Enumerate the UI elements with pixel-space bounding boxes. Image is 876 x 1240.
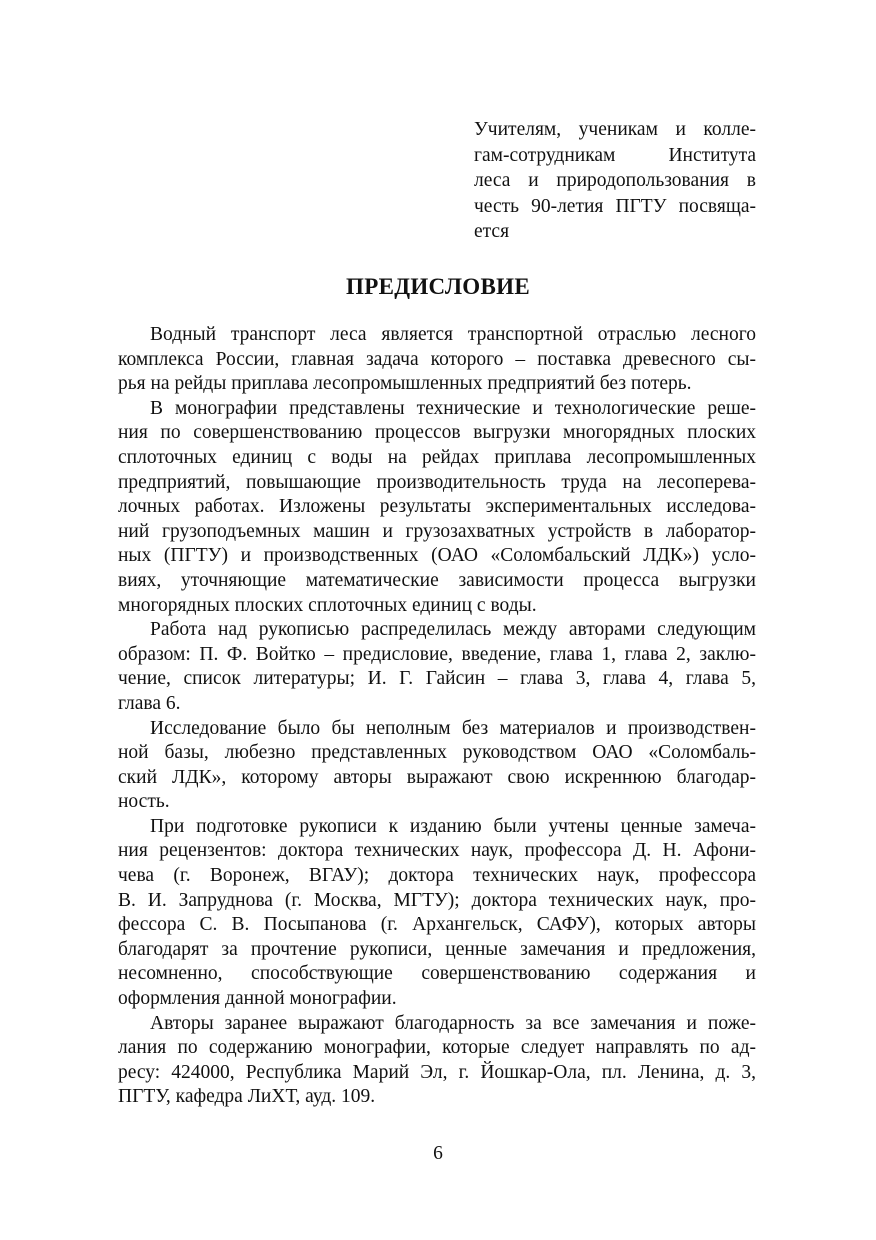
text-line: рья на рейды приплава лесопромышленных предприятий без потерь. bbox=[118, 373, 692, 395]
dedication-line: честь 90-летия ПГТУ посвяща- bbox=[474, 195, 756, 217]
text-line: лочных работах. Изложены результаты экспериментальных исследова- bbox=[118, 496, 756, 518]
text-line: ский ЛДК», которому авторы выражают свою искреннюю благодар- bbox=[118, 766, 756, 788]
text-line: оформления данной монографии. bbox=[118, 988, 397, 1010]
text-line: Водный транспорт леса является транспортной отраслью лесного bbox=[150, 324, 756, 345]
text-line: Работа над рукописью распределилась между авторами следующим bbox=[150, 619, 756, 641]
text-line: чева (г. Воронеж, ВГАУ); доктора технических наук, профессора bbox=[118, 865, 756, 887]
text-line: ность. bbox=[118, 791, 170, 813]
paragraph bbox=[118, 397, 756, 618]
text-line: комплекса России, главная задача которого – поставка древесного сы- bbox=[118, 348, 756, 370]
text-line: чение, список литературы; И. Г. Гайсин – глава 3, глава 4, глава 5, bbox=[118, 668, 756, 690]
text-line: ресу: 424000, Республика Марий Эл, г. Йошкар-Ола, пл. Ленина, д. 3, bbox=[118, 1061, 756, 1083]
text-line: несомненно, способствующие совершенствованию содержания и bbox=[118, 963, 756, 985]
page-number: 6 bbox=[433, 1143, 443, 1164]
text-line: ПГТУ, кафедра ЛиХТ, ауд. 109. bbox=[118, 1086, 376, 1108]
text-line: образом: П. Ф. Войтко – предисловие, введение, глава 1, глава 2, заклю- bbox=[118, 643, 756, 665]
dedication-line: леса и природопользования в bbox=[474, 170, 756, 191]
paragraph bbox=[118, 815, 756, 1012]
text-line: глава 6. bbox=[118, 692, 181, 714]
section-heading: ПРЕДИСЛОВИЕ bbox=[346, 274, 530, 299]
text-line: ния рецензентов: доктора технических наук, профессора Д. Н. Афони- bbox=[118, 840, 756, 862]
text-line: ний грузоподъемных машин и грузозахватных устройств в лаборатор- bbox=[118, 520, 756, 542]
text-line: предприятий, повышающие производительность труда на лесоперева- bbox=[118, 471, 756, 493]
preface-body bbox=[118, 323, 756, 1110]
text-line: Авторы заранее выражают благодарность за все замечания и поже- bbox=[150, 1012, 756, 1034]
dedication-line: ется bbox=[474, 221, 510, 242]
text-line: лания по содержанию монографии, которые следует направлять по ад- bbox=[118, 1037, 756, 1059]
text-line: виях, уточняющие математические зависимости процесса выгрузки bbox=[118, 569, 756, 591]
text-line: благодарят за прочтение рукописи, ценные замечания и предложения, bbox=[118, 938, 756, 960]
paragraph bbox=[118, 717, 756, 815]
text-line: В. И. Запруднова (г. Москва, МГТУ); доктора технических наук, про- bbox=[118, 889, 756, 911]
text-line: сплоточных единиц с воды на рейдах приплава лесопромышленных bbox=[118, 446, 756, 468]
paragraph bbox=[118, 1012, 756, 1110]
text-line: фессора С. В. Посыпанова (г. Архангельск, САФУ), которых авторы bbox=[118, 914, 756, 936]
text-line: ной базы, любезно представленных руководством ОАО «Соломбаль- bbox=[118, 742, 756, 764]
dedication-line: Учителям, ученикам и колле- bbox=[474, 119, 756, 140]
text-line: В монографии представлены технические и технологические реше- bbox=[150, 397, 756, 419]
paragraph bbox=[118, 618, 756, 716]
text-line: ния по совершенствованию процессов выгрузки многорядных плоских bbox=[118, 422, 756, 444]
text-line: многорядных плоских сплоточных единиц с воды. bbox=[118, 594, 537, 616]
text-line: Исследование было бы неполным без материалов и производствен- bbox=[150, 717, 756, 739]
text-line: ных (ПГТУ) и производственных (ОАО «Соломбальский ЛДК») усло- bbox=[118, 545, 756, 567]
paragraph bbox=[118, 323, 756, 397]
dedication bbox=[474, 117, 756, 245]
text-line: При подготовке рукописи к изданию были учтены ценные замеча- bbox=[150, 815, 756, 837]
dedication-line: гам-сотрудникам Института bbox=[474, 144, 756, 166]
